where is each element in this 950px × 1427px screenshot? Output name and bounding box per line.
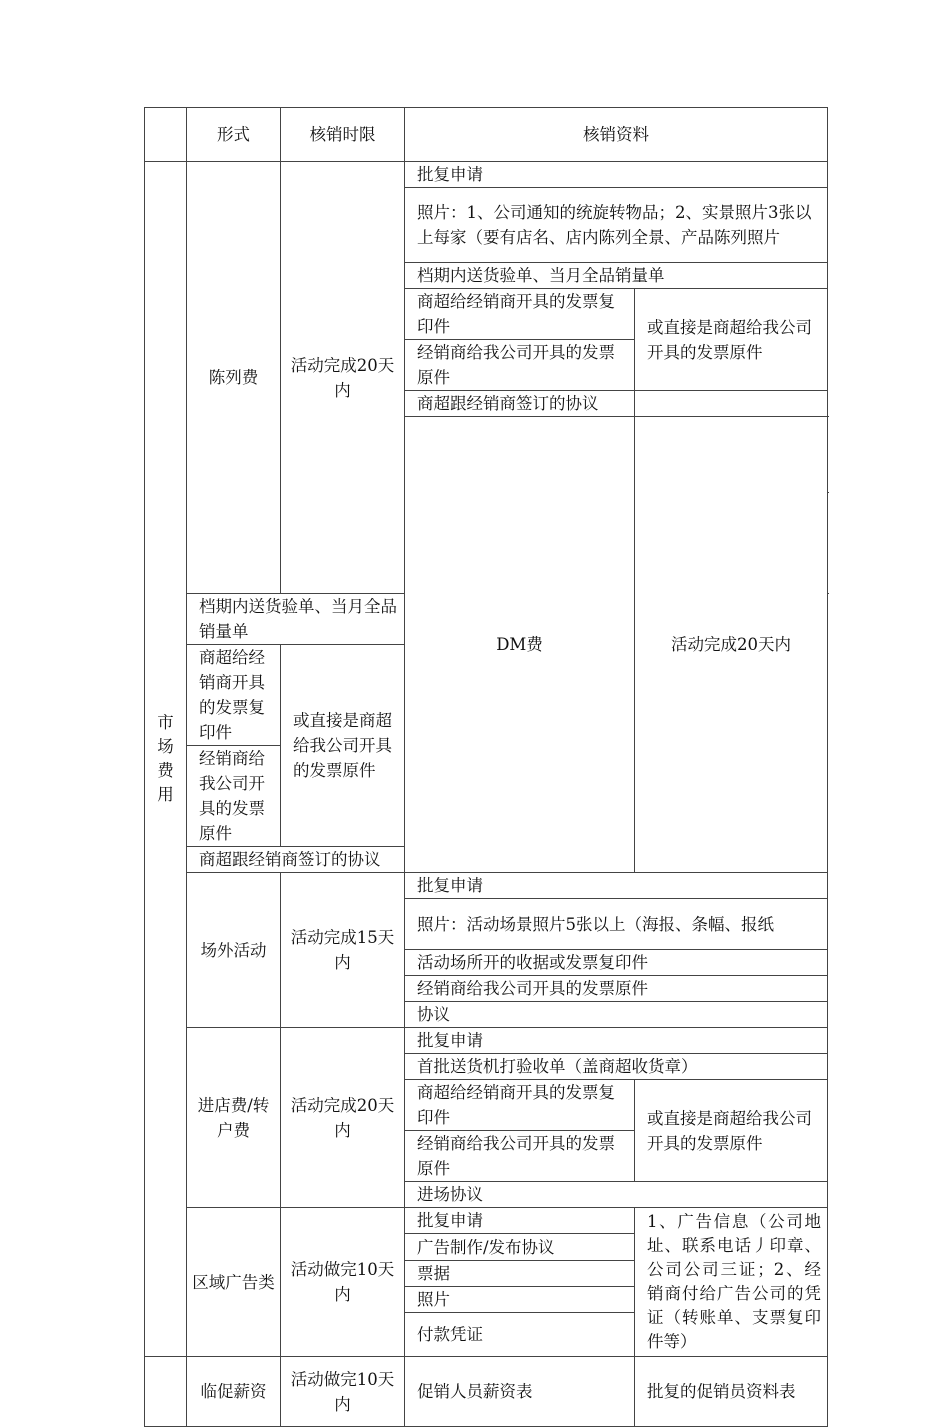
material-item: 促销人员薪资表 [405,1357,635,1427]
material-item: 广告制作/发布协议 [405,1234,635,1261]
header-blank [145,108,187,162]
reimbursement-table [144,107,828,1427]
material-alt: 或直接是商超给我公司开具的发票原件 [635,289,828,391]
material-item: 经销商给我公司开具的发票原件 [405,976,828,1002]
category-cell [145,162,187,1357]
material-alt: 或直接是商超给我公司开具的发票原件 [635,1080,828,1182]
material-item: 档期内送货验单、当月全品销量单 [405,263,828,289]
category-label: 市场费用 [157,713,174,804]
header-form: 形式 [187,108,281,162]
material-item: 批复申请 [405,873,828,899]
deadline-outdoor: 活动完成15天内 [281,873,405,1028]
material-item: 档期内送货验单、当月全品销量单 [187,594,405,645]
material-item: 经销商给我公司开具的发票原件 [187,746,281,847]
form-entry: 进店费/转户费 [187,1028,281,1208]
material-item: 票据 [405,1261,635,1287]
material-item: 首批送货机打验收单（盖商超收货章） [405,1054,828,1080]
form-ads: 区域广告类 [187,1208,281,1357]
material-item: 活动场所开的收据或发票复印件 [405,950,828,976]
form-promo: 临促薪资 [187,1357,281,1427]
table-row [145,162,828,188]
table-row [145,1357,828,1427]
material-item: 进场协议 [405,1182,828,1208]
material-alt: 或直接是商超给我公司开具的发票原件 [281,645,405,847]
material-item: 批复申请 [405,1208,635,1234]
material-item: 商超给经销商开具的发票复印件 [405,289,635,340]
form-display: 陈列费 [187,162,281,594]
deadline-display: 活动完成20天内 [281,162,405,594]
header-materials: 核销资料 [405,108,828,162]
material-item: 协议 [405,1002,828,1028]
material-item: 批复申请 [405,162,828,188]
table-row [145,1208,828,1234]
material-item: 照片：1、公司通知的统旋转物品；2、实景照片3张以上每家（要有店名、店内陈列全景、产品陈列照片 [405,188,828,263]
form-dm: DM费 [405,417,635,873]
material-item: 付款凭证 [405,1313,635,1357]
header-row [145,108,828,162]
table-row [145,873,828,899]
material-item: 照片：活动场景照片5张以上（海报、条幅、报纸 [405,899,828,950]
empty-cell [145,1357,187,1427]
table-row [145,1028,828,1054]
material-item: 照片 [405,1287,635,1313]
material-item: 商超跟经销商签订的协议 [405,391,635,417]
material-item: 批复申请 [405,1028,828,1054]
ads-note: 1、广告信息（公司地址、联系电话丿印章、公司公司三证；2、经销商付给广告公司的凭证（转账单、支票复印件等） [635,1208,828,1357]
form-outdoor: 场外活动 [187,873,281,1028]
material-alt: 批复的促销员资料表 [635,1357,828,1427]
material-item: 经销商给我公司开具的发票原件 [405,340,635,391]
material-item: 商超给经销商开具的发票复印件 [405,1080,635,1131]
deadline-ads: 活动做完10天内 [281,1208,405,1357]
deadline-promo: 活动做完10天内 [281,1357,405,1427]
material-item: 经销商给我公司开具的发票原件 [405,1131,635,1182]
empty-cell [635,391,828,417]
material-item: 商超跟经销商签订的协议 [187,847,405,873]
deadline-entry: 活动完成20天内 [281,1028,405,1208]
material-item: 商超给经销商开具的发票复印件 [187,645,281,746]
header-deadline: 核销时限 [281,108,405,162]
deadline-dm: 活动完成20天内 [635,417,828,873]
